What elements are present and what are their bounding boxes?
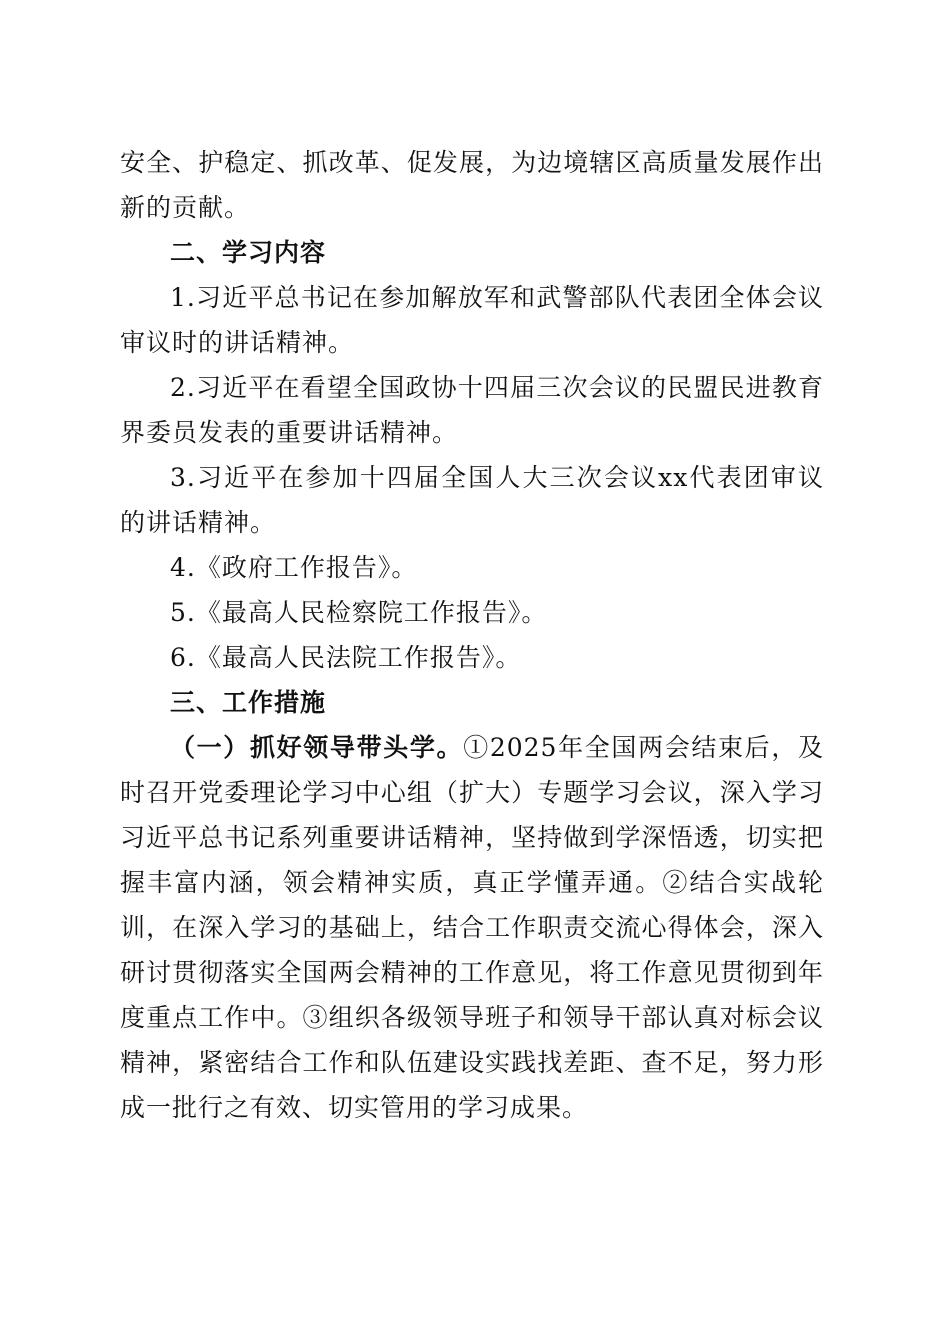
measure-body: ①2025年全国两会结束后，及时召开党委理论学习中心组（扩大）专题学习会议，深入学习习近平总书记系列重要讲话精神，坚持做到学深悟透，切实把握丰富内涵，领会精神实质，真正学懂弄通。②结合实战轮训，在深入学习的基础上，结合工作职责交流心得体会，深入研讨贯彻落实全国两会精神的工作意见，将工作意见贯彻到年度重点工作中。③组织各级领导班子和领导干部认真对标会议精神，紧密结合工作和队伍建设实践找差距、查不足，努力形成一批行之有效、切实管用的学习成果。 (120, 733, 824, 1122)
section-heading-study-content: 二、学习内容 (170, 238, 327, 267)
intro-paragraph: 安全、护稳定、抓改革、促发展，为边境辖区高质量发展作出新的贡献。 (120, 148, 824, 222)
measure-subheading: （一）抓好领导带头学。 (170, 733, 464, 762)
study-item-6: 6.《最高人民法院工作报告》。 (170, 643, 522, 672)
measure-paragraph-1 (120, 725, 824, 1130)
section-heading-work-measures: 三、工作措施 (170, 688, 327, 717)
study-item-5: 5.《最高人民检察院工作报告》。 (170, 598, 548, 627)
study-item-4: 4.《政府工作报告》。 (170, 553, 418, 582)
study-item-2: 2.习近平在看望全国政协十四届三次会议的民盟民进教育界委员发表的重要讲话精神。 (120, 373, 824, 447)
study-item-3: 3.习近平在参加十四届全国人大三次会议xx代表团审议的讲话精神。 (120, 463, 824, 537)
study-item-1: 1.习近平总书记在参加解放军和武警部队代表团全体会议审议时的讲话精神。 (120, 283, 824, 357)
document-body (120, 140, 824, 1130)
